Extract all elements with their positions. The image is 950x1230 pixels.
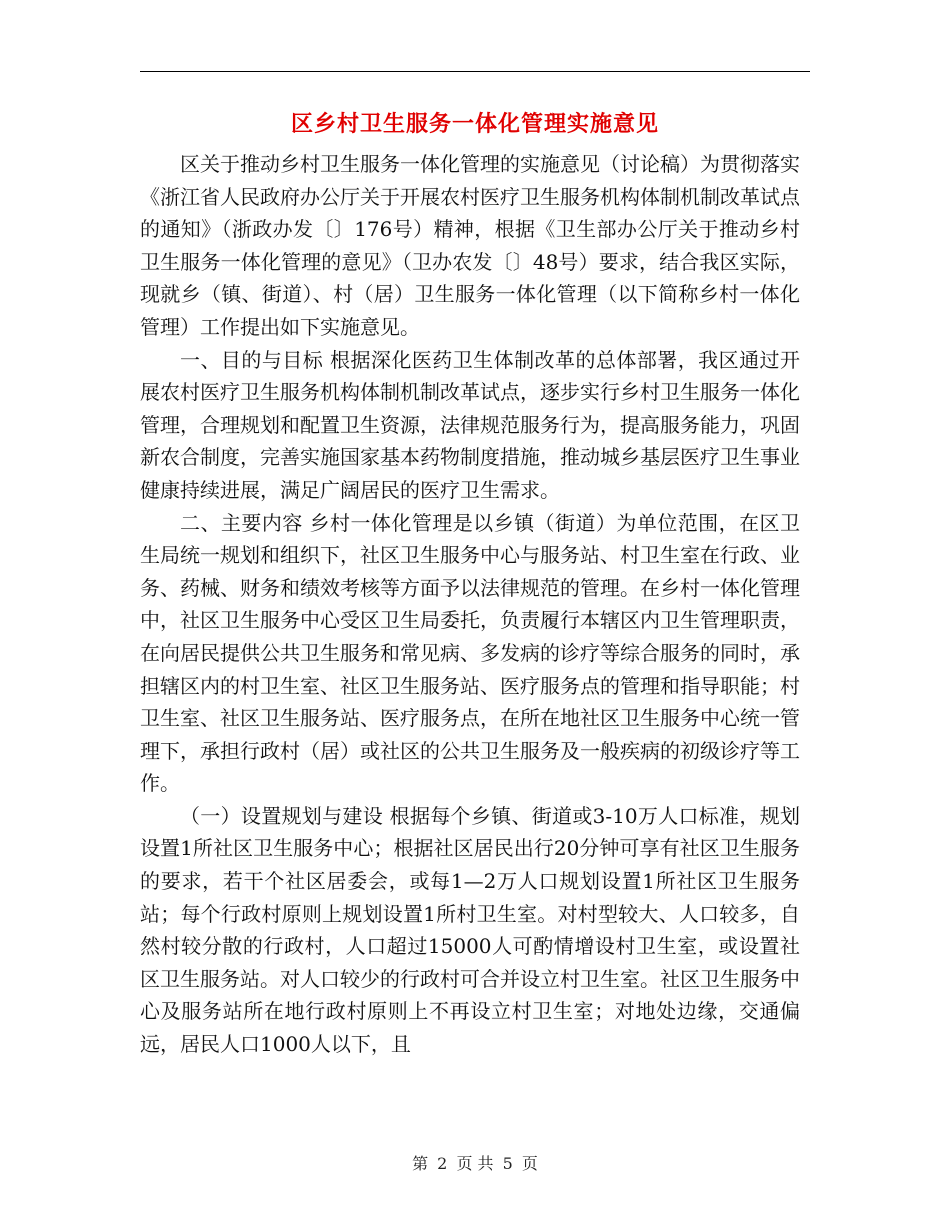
footer-prefix: 第 bbox=[412, 1154, 429, 1173]
document-title: 区乡村卫生服务一体化管理实施意见 bbox=[290, 112, 659, 137]
footer-total-pages: 5 bbox=[502, 1154, 513, 1173]
paragraph-intro: 区关于推动乡村卫生服务一体化管理的实施意见（讨论稿）为贯彻落实《浙江省人民政府办公厅关于开展农村医疗卫生服务机构体制机制改革试点的通知》（浙政办发〔〕176号）精神，根据《卫生部办公厅关于推动乡村卫生服务一体化管理的意见》（卫办农发〔〕48号）要求，结合我区实际，现就乡（镇、街道）、村（居）卫生服务一体化管理（以下简称乡村一体化管理）工作提出如下实施意见。 bbox=[140, 152, 800, 339]
page-footer bbox=[0, 1152, 950, 1176]
paragraph-section-1: 一、目的与目标 根据深化医药卫生体制改革的总体部署，我区通过开展农村医疗卫生服务机构体制机制改革试点，逐步实行乡村卫生服务一体化管理，合理规划和配置卫生资源，法律规范服务行为，提高服务能力，巩固新农合制度，完善实施国家基本药物制度措施，推动城乡基层医疗卫生事业健康持续进展，满足广阔居民的医疗卫生需求。 bbox=[140, 347, 800, 502]
footer-middle: 页 共 bbox=[456, 1154, 494, 1173]
paragraph-section-2: 二、主要内容 乡村一体化管理是以乡镇（街道）为单位范围，在区卫生局统一规划和组织下，社区卫生服务中心与服务站、村卫生室在行政、业务、药械、财务和绩效考核等方面予以法律规范的管理。在乡村一体化管理中，社区卫生服务中心受区卫生局委托，负责履行本辖区内卫生管理职责，在向居民提供公共卫生服务和常见病、多发病的诊疗等综合服务的同时，承担辖区内的村卫生室、社区卫生服务站、医疗服务点的管理和指导职能；村卫生室、社区卫生服务站、医疗服务点，在所在地社区卫生服务中心统一管理下，承担行政村（居）或社区的公共卫生服务及一般疾病的初级诊疗等工作。 bbox=[140, 510, 800, 796]
document-body bbox=[140, 148, 800, 1061]
header-rule bbox=[140, 71, 810, 72]
paragraph-subsection-1: （一）设置规划与建设 根据每个乡镇、街道或3-10万人口标准，规划设置1所社区卫生服务中心；根据社区居民出行20分钟可享有社区卫生服务的要求，若干个社区居委会，或每1—2万人口规划设置1所社区卫生服务站；每个行政村原则上规划设置1所村卫生室。对村型较大、人口较多，自然村较分散的行政村，人口超过15000人可酌情增设村卫生室，或设置社区卫生服务站。对人口较少的行政村可合并设立村卫生室。社区卫生服务中心及服务站所在地行政村原则上不再设立村卫生室；对地处边缘，交通偏远，居民人口1000人以下，且 bbox=[140, 803, 800, 1057]
footer-page-number: 2 bbox=[437, 1154, 448, 1173]
footer-suffix: 页 bbox=[521, 1154, 538, 1173]
